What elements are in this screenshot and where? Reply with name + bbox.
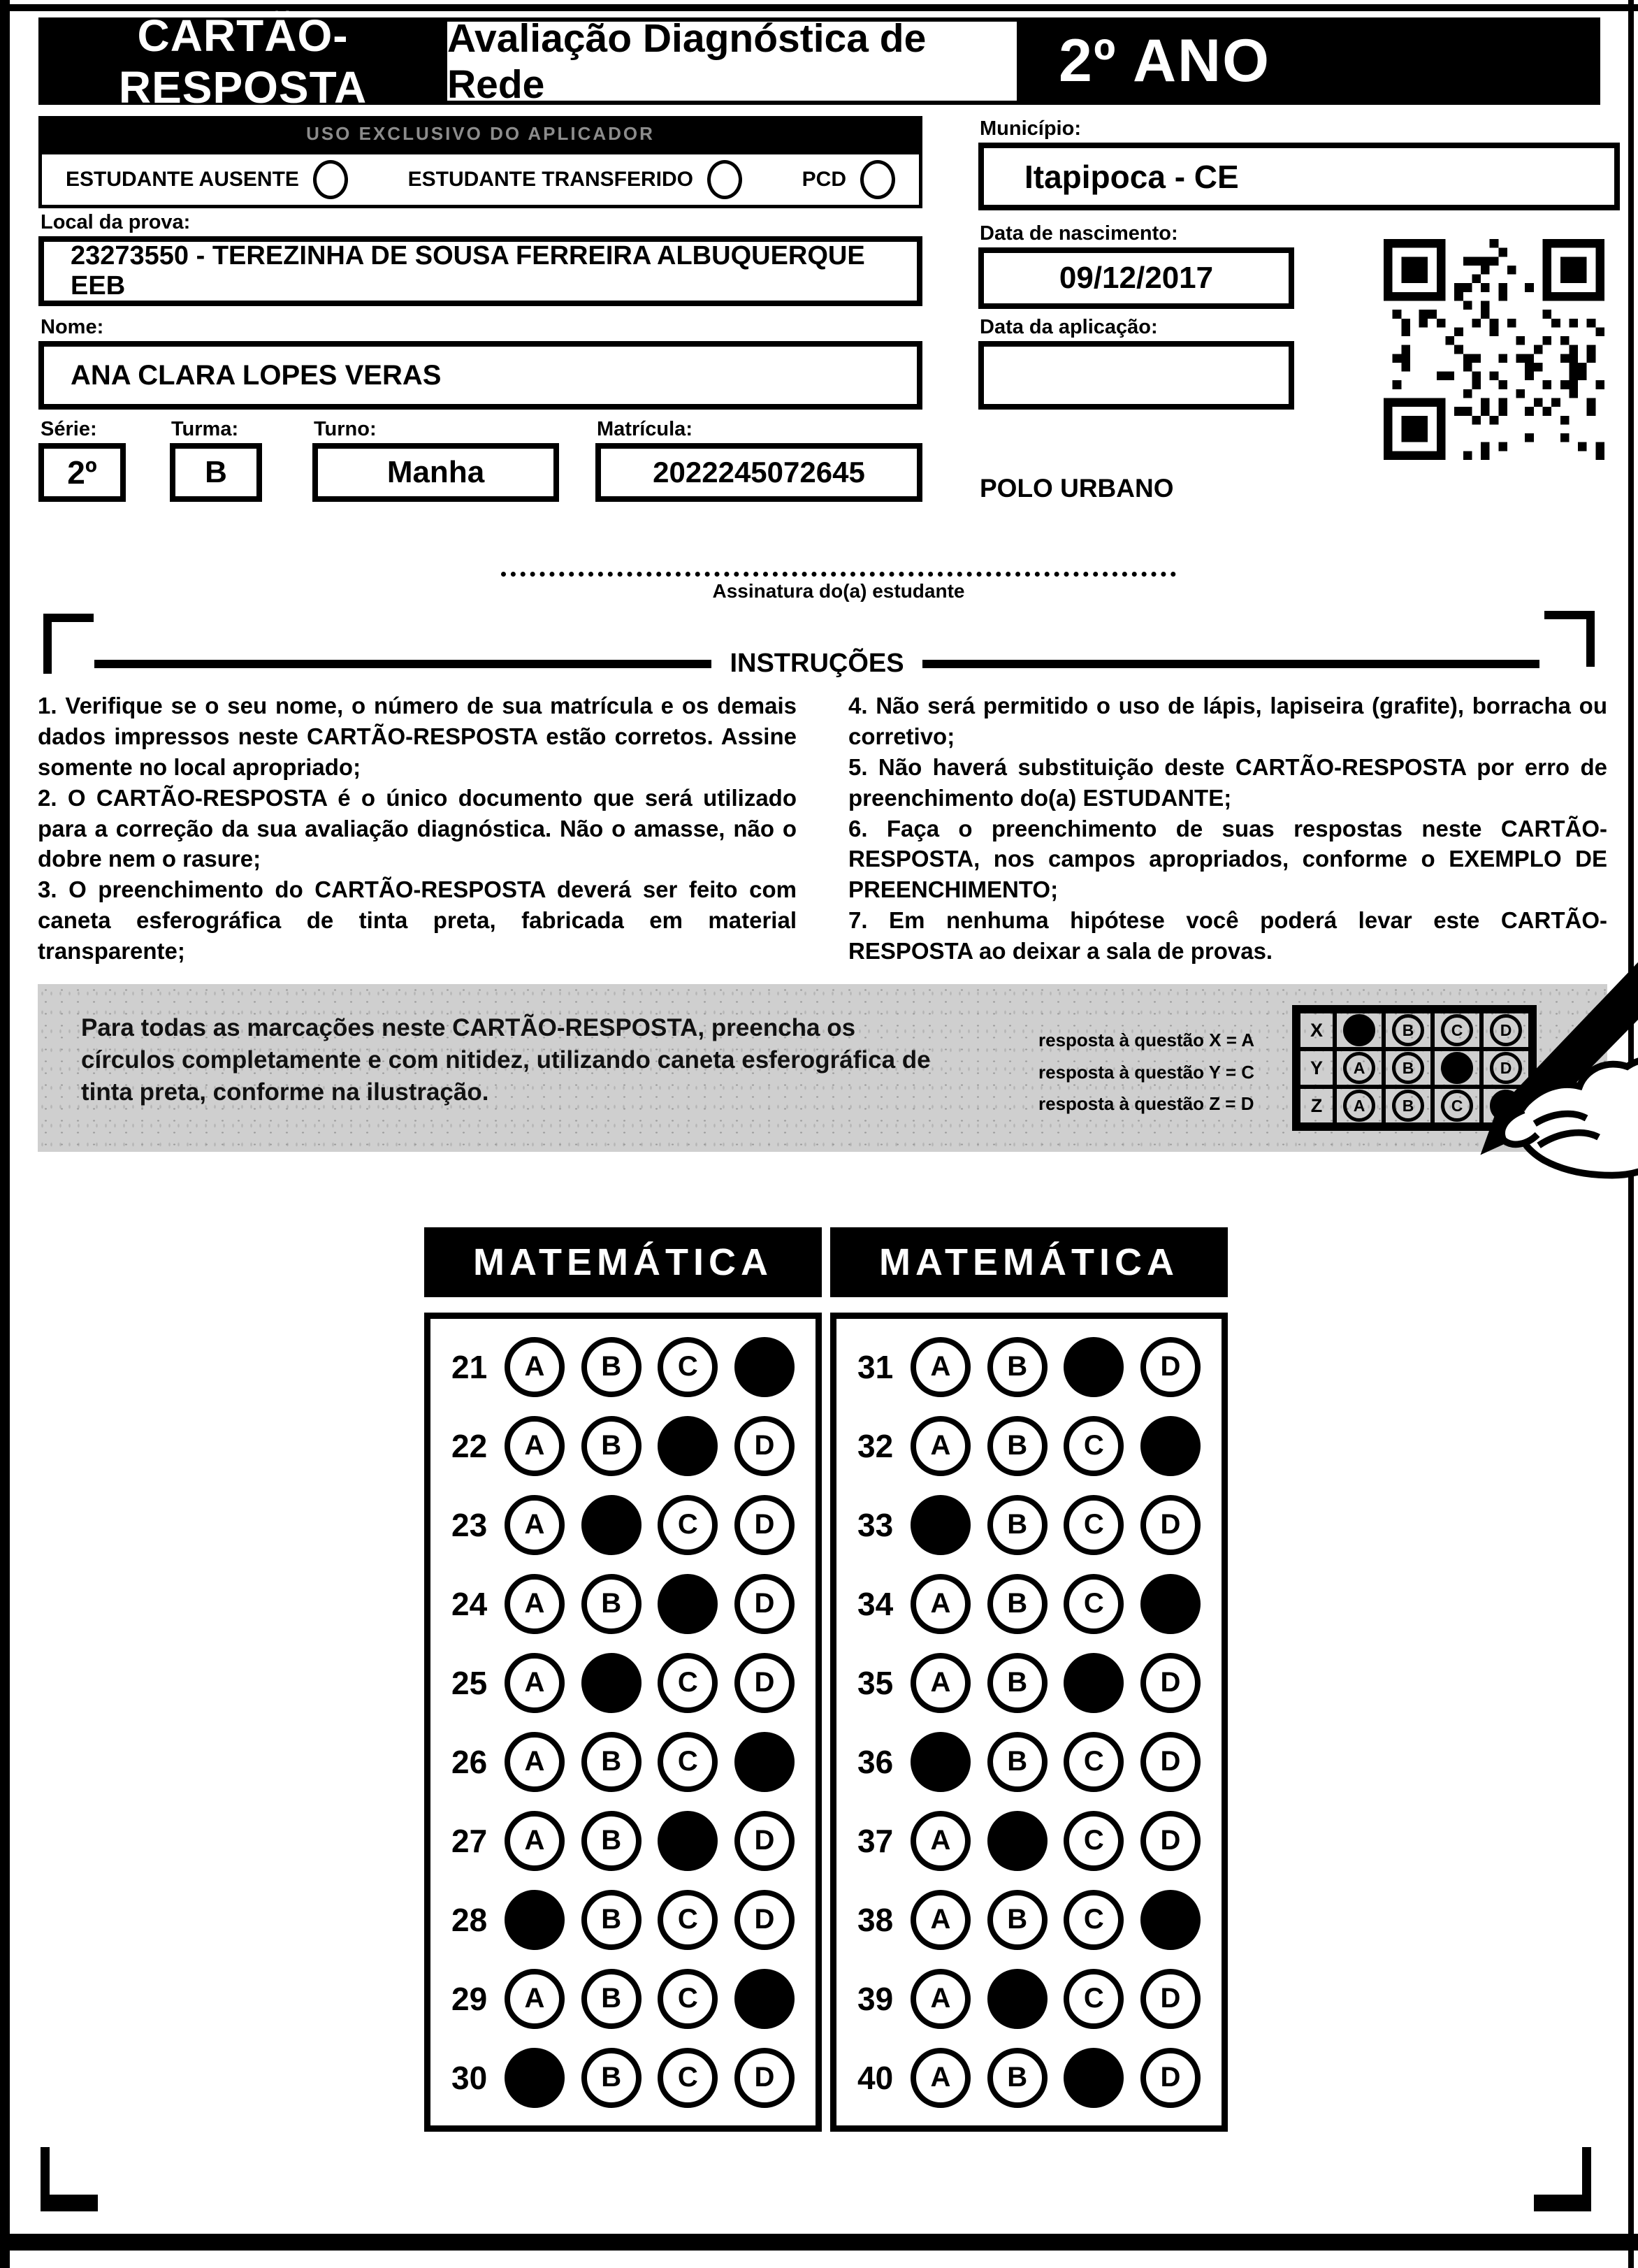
answer-bubble-21-a[interactable]: A — [505, 1337, 565, 1397]
answer-bubble-24-d[interactable]: D — [734, 1574, 795, 1634]
instructions-header — [94, 649, 1539, 679]
student-name-label: Nome: — [41, 316, 104, 338]
question-number: 25 — [451, 1664, 488, 1701]
answer-bubble-23-d[interactable]: D — [734, 1495, 795, 1555]
shift-value: Manha — [312, 443, 559, 502]
answer-bubble-31-a[interactable]: A — [911, 1337, 971, 1397]
answer-bubble-36-a[interactable] — [911, 1732, 971, 1792]
example-legend-line: resposta à questão X = A — [1038, 1030, 1254, 1050]
bracket-top-right — [1544, 611, 1595, 667]
answer-bubble-31-d[interactable]: D — [1140, 1337, 1201, 1397]
example-text: Para todas as marcações neste CARTÃO-RESPOSTA, preencha os círculos completamente e com nitidez, utilizando caneta esferográfica de tinta preta, conforme na ilustração. — [81, 1014, 931, 1106]
answer-bubble-26-a[interactable]: A — [505, 1732, 565, 1792]
answer-options — [911, 1337, 1201, 1397]
answer-options — [911, 2048, 1201, 2108]
status-check-label: ESTUDANTE TRANSFERIDO — [407, 168, 693, 191]
grade-label: Série: — [41, 418, 97, 440]
assessment-title-box — [447, 15, 1017, 107]
header-band — [38, 10, 1600, 113]
answer-options — [911, 1890, 1201, 1950]
example-grid-cell — [1333, 1047, 1386, 1089]
answer-bubble-33-c[interactable]: C — [1064, 1495, 1124, 1555]
question-number: 28 — [451, 1901, 488, 1938]
answer-bubble-32-a[interactable]: A — [911, 1416, 971, 1476]
question-number: 29 — [451, 1980, 488, 2017]
question-number: 24 — [451, 1585, 488, 1622]
enrollment-label: Matrícula: — [597, 418, 693, 440]
answer-row-33 — [857, 1495, 1201, 1555]
class-label: Turma: — [171, 418, 239, 440]
answer-bubble-26-b[interactable]: B — [581, 1732, 642, 1792]
answer-row-29 — [451, 1969, 795, 2029]
answer-bubble-39-d[interactable]: D — [1140, 1969, 1201, 2029]
class-value: B — [170, 443, 262, 502]
example-bubble-y-a: A — [1343, 1052, 1375, 1084]
answer-bubble-32-c[interactable]: C — [1064, 1416, 1124, 1476]
shift-label: Turno: — [314, 418, 377, 440]
bracket-bottom-right — [1534, 2147, 1591, 2211]
student-name-value: ANA CLARA LOPES VERAS — [38, 341, 922, 410]
answer-bubble-40-c[interactable] — [1064, 2048, 1124, 2108]
answer-row-23 — [451, 1495, 795, 1555]
answer-grid-2 — [830, 1313, 1228, 2132]
answer-options — [911, 1416, 1201, 1476]
example-grid-label: Z — [1296, 1085, 1337, 1127]
instructions-rule-left — [94, 660, 711, 668]
qr-code — [1382, 239, 1606, 460]
answer-bubble-36-d[interactable]: D — [1140, 1732, 1201, 1792]
answer-bubble-34-a[interactable]: A — [911, 1574, 971, 1634]
pen-hand-illustration — [1442, 949, 1638, 1187]
answer-row-37 — [857, 1811, 1201, 1871]
status-check-row — [38, 151, 922, 208]
answer-bubble-36-b[interactable]: B — [987, 1732, 1048, 1792]
question-number: 32 — [857, 1427, 894, 1464]
answer-bubble-30-c[interactable]: C — [658, 2048, 718, 2108]
answer-bubble-32-b[interactable]: B — [987, 1416, 1048, 1476]
question-number: 35 — [857, 1664, 894, 1701]
answer-bubble-24-a[interactable]: A — [505, 1574, 565, 1634]
status-check-bubble[interactable] — [313, 160, 348, 199]
answer-bubble-39-a[interactable]: A — [911, 1969, 971, 2029]
answer-row-31 — [857, 1337, 1201, 1397]
answer-bubble-21-b[interactable]: B — [581, 1337, 642, 1397]
status-check-item — [408, 160, 742, 199]
question-number: 21 — [451, 1348, 488, 1385]
answer-bubble-30-b[interactable]: B — [581, 2048, 642, 2108]
example-bubble-x-b: B — [1392, 1014, 1424, 1046]
example-grid-cell — [1333, 1009, 1386, 1051]
answer-bubble-26-d[interactable] — [734, 1732, 795, 1792]
applicator-bar — [38, 116, 922, 151]
exam-site-value: 23273550 - TEREZINHA DE SOUSA FERREIRA ALBUQUERQUE EEB — [38, 236, 922, 306]
answer-bubble-29-b[interactable]: B — [581, 1969, 642, 2029]
answer-bubble-37-b[interactable] — [987, 1811, 1048, 1871]
answer-bubble-33-a[interactable] — [911, 1495, 971, 1555]
example-bubble-y-b: B — [1392, 1052, 1424, 1084]
answer-bubble-39-c[interactable]: C — [1064, 1969, 1124, 2029]
status-check-label: PCD — [802, 168, 846, 191]
answer-bubble-25-b[interactable] — [581, 1653, 642, 1713]
question-number: 27 — [451, 1822, 488, 1859]
municipality-value: Itapipoca - CE — [978, 143, 1620, 210]
answer-bubble-22-b[interactable]: B — [581, 1416, 642, 1476]
answer-bubble-22-a[interactable]: A — [505, 1416, 565, 1476]
answer-options — [911, 1811, 1201, 1871]
answer-row-25 — [451, 1653, 795, 1713]
instruction-item: 2. O CARTÃO-RESPOSTA é o único documento que será utilizado para a correção da sua avaliação diagnóstica. Não o amasse, não o dobre nem o rasure; — [38, 784, 797, 872]
answer-grid-1 — [424, 1313, 822, 2132]
answer-options — [911, 1969, 1201, 2029]
answer-bubble-40-b[interactable]: B — [987, 2048, 1048, 2108]
instruction-item: 3. O preenchimento do CARTÃO-RESPOSTA deverá ser feito com caneta esferográfica de tinta preta, fabricada em material transparente; — [38, 876, 797, 964]
instructions-title: INSTRUÇÕES — [730, 649, 904, 678]
example-grid-cell — [1382, 1009, 1435, 1051]
answer-row-34 — [857, 1574, 1201, 1634]
assessment-title: Avaliação Diagnóstica de Rede — [447, 15, 927, 107]
answer-row-35 — [857, 1653, 1201, 1713]
answer-options — [505, 1969, 795, 2029]
answer-row-24 — [451, 1574, 795, 1634]
example-legend-line: resposta à questão Y = C — [1038, 1061, 1255, 1083]
answer-bubble-23-c[interactable]: C — [658, 1495, 718, 1555]
answer-row-26 — [451, 1732, 795, 1792]
sheet-title: CARTÃO-RESPOSTA — [118, 10, 368, 113]
answer-bubble-34-c[interactable]: C — [1064, 1574, 1124, 1634]
status-check-bubble[interactable] — [860, 160, 895, 199]
application-date-label: Data da aplicação: — [980, 316, 1158, 338]
instruction-item: 5. Não haverá substituição deste CARTÃO-RESPOSTA por erro de preenchimento do(a) ESTUDANTE; — [848, 753, 1607, 811]
question-number: 39 — [857, 1980, 894, 2017]
answer-bubble-38-d[interactable] — [1140, 1890, 1201, 1950]
answer-options — [505, 1574, 795, 1634]
answer-bubble-35-d[interactable]: D — [1140, 1653, 1201, 1713]
subject-header-2: MATEMÁTICA — [830, 1227, 1228, 1297]
answer-bubble-29-a[interactable]: A — [505, 1969, 565, 2029]
answer-bubble-22-c[interactable] — [658, 1416, 718, 1476]
answer-bubble-25-c[interactable]: C — [658, 1653, 718, 1713]
example-bubble-z-c: C — [1441, 1090, 1473, 1122]
birthdate-value: 09/12/2017 — [978, 247, 1294, 309]
answer-bubble-38-a[interactable]: A — [911, 1890, 971, 1950]
grade-value: 2º — [38, 443, 126, 502]
answer-bubble-25-d[interactable]: D — [734, 1653, 795, 1713]
answer-bubble-28-b[interactable]: B — [581, 1890, 642, 1950]
answer-options — [505, 1416, 795, 1476]
question-number: 23 — [451, 1506, 488, 1543]
instructions-rule-right — [922, 660, 1539, 668]
answer-bubble-21-c[interactable]: C — [658, 1337, 718, 1397]
answer-bubble-31-c[interactable] — [1064, 1337, 1124, 1397]
answer-options — [911, 1574, 1201, 1634]
answer-bubble-35-a[interactable]: A — [911, 1653, 971, 1713]
answer-bubble-27-c[interactable] — [658, 1811, 718, 1871]
example-bubble-y-d: D — [1490, 1052, 1522, 1084]
answer-bubble-37-c[interactable]: C — [1064, 1811, 1124, 1871]
answer-bubble-21-d[interactable] — [734, 1337, 795, 1397]
page-bottom-bar — [0, 2234, 1638, 2251]
example-legend-line: resposta à questão Z = D — [1038, 1093, 1254, 1114]
question-number: 38 — [857, 1901, 894, 1938]
answer-bubble-28-a[interactable] — [505, 1890, 565, 1950]
answer-row-38 — [857, 1890, 1201, 1950]
polo-label: POLO URBANO — [980, 474, 1174, 503]
answer-bubble-33-d[interactable]: D — [1140, 1495, 1201, 1555]
answer-row-22 — [451, 1416, 795, 1476]
example-grid-label: Y — [1296, 1047, 1337, 1089]
question-number: 30 — [451, 2059, 488, 2096]
answer-bubble-22-d[interactable]: D — [734, 1416, 795, 1476]
instruction-item: 6. Faça o preenchimento de suas respostas neste CARTÃO-RESPOSTA, nos campos apropriados, conforme o EXEMPLO DE PREENCHIMENTO; — [848, 815, 1607, 903]
answer-options — [911, 1732, 1201, 1792]
answer-bubble-28-d[interactable]: D — [734, 1890, 795, 1950]
page-border-left — [0, 0, 10, 2268]
answer-row-36 — [857, 1732, 1201, 1792]
answer-bubble-25-a[interactable]: A — [505, 1653, 565, 1713]
signature-label: Assinatura do(a) estudante — [712, 580, 965, 602]
answer-row-32 — [857, 1416, 1201, 1476]
answer-options — [505, 1495, 795, 1555]
answer-bubble-38-b[interactable]: B — [987, 1890, 1048, 1950]
answer-options — [505, 1890, 795, 1950]
answer-bubble-35-c[interactable] — [1064, 1653, 1124, 1713]
status-check-item — [66, 160, 348, 199]
example-bubble-x-a — [1343, 1014, 1375, 1046]
answer-bubble-32-d[interactable] — [1140, 1416, 1201, 1476]
example-grid-cell — [1382, 1047, 1435, 1089]
example-legend — [1038, 1025, 1254, 1120]
answer-bubble-36-c[interactable]: C — [1064, 1732, 1124, 1792]
example-bubble-z-b: B — [1392, 1090, 1424, 1122]
answer-bubble-26-c[interactable]: C — [658, 1732, 718, 1792]
grade-year: 2º ANO — [1059, 27, 1271, 94]
answer-bubble-37-a[interactable]: A — [911, 1811, 971, 1871]
qr-code-wrap — [1382, 239, 1606, 460]
answer-bubble-31-b[interactable]: B — [987, 1337, 1048, 1397]
answer-options — [505, 1653, 795, 1713]
example-grid-label: X — [1296, 1009, 1337, 1051]
answer-bubble-40-a[interactable]: A — [911, 2048, 971, 2108]
question-number: 36 — [857, 1743, 894, 1780]
answer-bubble-35-b[interactable]: B — [987, 1653, 1048, 1713]
subject-header-1: MATEMÁTICA — [424, 1227, 822, 1297]
answer-bubble-24-b[interactable]: B — [581, 1574, 642, 1634]
enrollment-value: 2022245072645 — [595, 443, 922, 502]
question-number: 40 — [857, 2059, 894, 2096]
example-grid-cell — [1333, 1085, 1386, 1127]
applicator-bar-label: USO EXCLUSIVO DO APLICADOR — [306, 122, 655, 144]
example-strip — [38, 984, 1607, 1152]
bracket-bottom-left — [41, 2147, 98, 2211]
municipality-label: Município: — [980, 117, 1081, 140]
status-check-item — [802, 160, 895, 199]
answer-bubble-30-a[interactable] — [505, 2048, 565, 2108]
answer-bubble-27-b[interactable]: B — [581, 1811, 642, 1871]
question-number: 26 — [451, 1743, 488, 1780]
answer-row-28 — [451, 1890, 795, 1950]
signature-line[interactable] — [501, 540, 1176, 577]
question-number: 22 — [451, 1427, 488, 1464]
exam-site-label: Local da prova: — [41, 211, 191, 233]
instructions-columns — [38, 691, 1607, 967]
answer-bubble-29-c[interactable]: C — [658, 1969, 718, 2029]
answer-row-40 — [857, 2048, 1201, 2108]
instructions-col-1 — [38, 691, 797, 967]
status-check-label: ESTUDANTE AUSENTE — [66, 168, 299, 191]
answer-options — [911, 1653, 1201, 1713]
answer-bubble-33-b[interactable]: B — [987, 1495, 1048, 1555]
answer-bubble-34-d[interactable] — [1140, 1574, 1201, 1634]
answer-bubble-27-a[interactable]: A — [505, 1811, 565, 1871]
answer-options — [911, 1495, 1201, 1555]
answer-options — [505, 1337, 795, 1397]
question-number: 31 — [857, 1348, 894, 1385]
answer-bubble-27-d[interactable]: D — [734, 1811, 795, 1871]
instructions-col-2 — [848, 691, 1607, 967]
answer-row-39 — [857, 1969, 1201, 2029]
instruction-item: 7. Em nenhuma hipótese você poderá levar este CARTÃO-RESPOSTA ao deixar a sala de provas. — [848, 907, 1607, 964]
question-number: 33 — [857, 1506, 894, 1543]
answer-bubble-34-b[interactable]: B — [987, 1574, 1048, 1634]
answer-row-30 — [451, 2048, 795, 2108]
answer-bubble-40-d[interactable]: D — [1140, 2048, 1201, 2108]
answer-row-27 — [451, 1811, 795, 1871]
status-check-bubble[interactable] — [707, 160, 742, 199]
answer-bubble-30-d[interactable]: D — [734, 2048, 795, 2108]
question-number: 37 — [857, 1822, 894, 1859]
answer-bubble-38-c[interactable]: C — [1064, 1890, 1124, 1950]
question-number: 34 — [857, 1585, 894, 1622]
example-grid-cell — [1382, 1085, 1435, 1127]
answer-options — [505, 1811, 795, 1871]
answer-row-21 — [451, 1337, 795, 1397]
answer-bubble-39-b[interactable] — [987, 1969, 1048, 2029]
bracket-top-left — [43, 614, 94, 674]
application-date-field[interactable] — [978, 341, 1294, 410]
answer-bubble-23-b[interactable] — [581, 1495, 642, 1555]
answer-options — [505, 2048, 795, 2108]
answer-options — [505, 1732, 795, 1792]
instruction-item: 4. Não será permitido o uso de lápis, lapiseira (grafite), borracha ou corretivo; — [848, 693, 1607, 749]
answer-bubble-29-d[interactable] — [734, 1969, 795, 2029]
answer-bubble-28-c[interactable]: C — [658, 1890, 718, 1950]
answer-bubble-37-d[interactable]: D — [1140, 1811, 1201, 1871]
birthdate-label: Data de nascimento: — [980, 222, 1178, 245]
example-bubble-z-a: A — [1343, 1090, 1375, 1122]
answer-bubble-23-a[interactable]: A — [505, 1495, 565, 1555]
example-bubble-x-c: C — [1441, 1014, 1473, 1046]
answer-bubble-24-c[interactable] — [658, 1574, 718, 1634]
example-bubble-x-d: D — [1490, 1014, 1522, 1046]
instruction-item: 1. Verifique se o seu nome, o número de sua matrícula e os demais dados impressos neste CARTÃO-RESPOSTA estão corretos. Assine somente no local apropriado; — [38, 693, 797, 780]
